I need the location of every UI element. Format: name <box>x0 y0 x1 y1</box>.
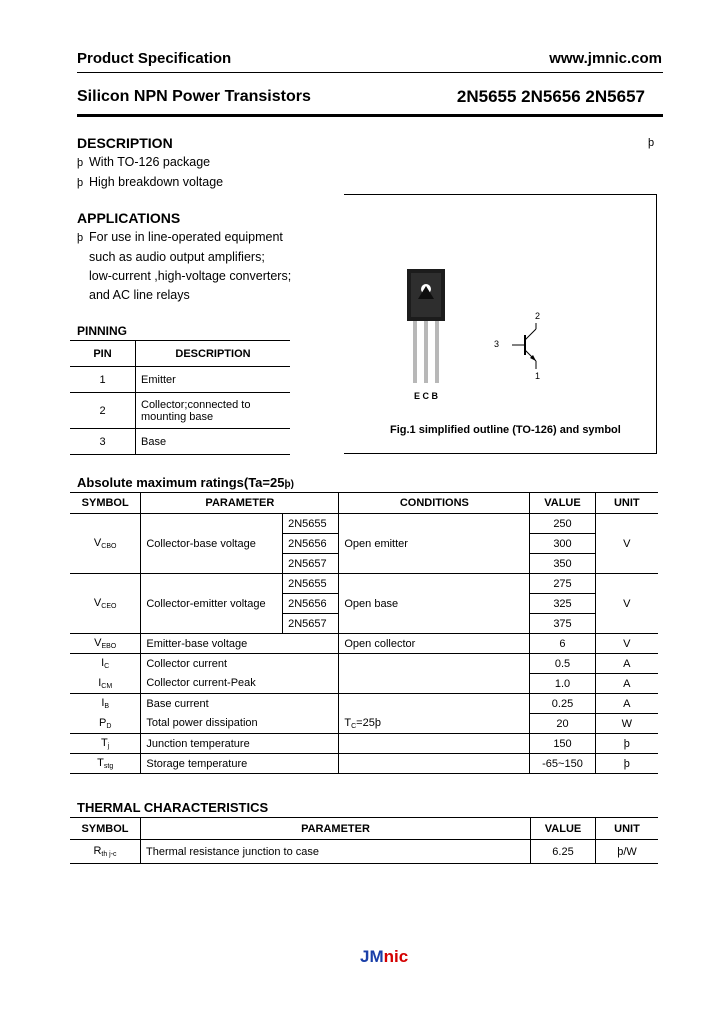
table-row: 3 Base <box>70 429 290 455</box>
page-title: Silicon NPN Power Transistors <box>77 88 311 105</box>
transistor-figure <box>344 195 656 453</box>
table-row: $P_D$ Total power dissipation 20 W <box>70 714 658 734</box>
corner-mark: þ <box>648 137 655 149</box>
applications-text: þ For use in line-operated equipment such as audio output amplifiers; low-current ,high-voltage converters; and AC line relays <box>77 230 292 302</box>
table-row: $I_C$ Collector current 0.5 A <box>70 654 658 674</box>
part-numbers: 2N5655 2N5656 2N5657 <box>456 87 645 106</box>
table-row: $I_B$ Base current $T_C=25þ$ 0.25 A <box>70 694 658 714</box>
abs-max-heading: Absolute maximum ratings(Ta=25þ) <box>77 475 294 490</box>
description-list <box>77 153 223 193</box>
table-row: $V_{EBO}$ Emitter-base voltage Open collector 6 V <box>70 634 658 654</box>
abs-max-table: SYMBOL PARAMETER CONDITIONS VALUE UNIT $V_{CBO}$ Collector-base voltage 2N5655 Open emitter 250 V 2N5656 300 2N5657 350 $V_{CEO}$ Collector-emitter voltage 2N5655 Open base 275 V 2N5656 325 2N5657 375 $V_{EBO}$ Emitter-base voltage Open collector 6 V $I_C$ Collector current 0.5 A $I_{CM}$ Collector current-Peak 1.0 A $I_B$ Base current $T_C=25þ$ 0.25 A $P_D$ Total power dissipation 20 W $T_j$ Junction temperature 150 þ $T_{stg}$ Storage temperature -65~150 þ <box>70 492 658 774</box>
bullet-icon: þ <box>77 232 84 244</box>
symbol-pin-1: 1 <box>535 371 541 381</box>
figure-box <box>344 194 657 454</box>
applications-heading: APPLICATIONS <box>77 210 181 226</box>
pinning-heading: PINNING <box>77 324 128 338</box>
list-item: þ High breakdown voltage <box>77 173 223 193</box>
table-row: $V_{CEO}$ Collector-emitter voltage 2N5655 Open base 275 V <box>70 574 658 594</box>
table-row: $T_j$ Junction temperature 150 þ <box>70 734 658 754</box>
header-rule-thick <box>77 114 663 117</box>
footer-logo: JMnic <box>360 947 409 966</box>
lead-c <box>424 321 428 383</box>
table-row: 2 Collector;connected to mounting base <box>70 393 290 429</box>
list-item: þ With TO-126 package <box>77 153 223 173</box>
lead-b <box>435 321 439 383</box>
thermal-heading: THERMAL CHARACTERISTICS <box>77 800 269 815</box>
description-heading: DESCRIPTION <box>77 135 173 151</box>
table-row: $R_{th j-c}$ Thermal resistance junction to case 6.25 þ/W <box>70 840 658 864</box>
header-left: Product Specification <box>77 50 232 67</box>
table-row: $I_{CM}$ Collector current-Peak 1.0 A <box>70 674 658 694</box>
symbol-pin-3: 3 <box>494 339 500 349</box>
bullet-icon: þ <box>77 157 84 169</box>
symbol-pin-2: 2 <box>535 311 541 321</box>
table-row: $T_{stg}$ Storage temperature -65~150 þ <box>70 754 658 774</box>
bullet-icon: þ <box>77 177 84 189</box>
table-row: 1 Emitter <box>70 367 290 393</box>
thermal-table: SYMBOL PARAMETER VALUE UNIT $R_{th j-c}$ Thermal resistance junction to case 6.25 þ/W <box>70 817 658 864</box>
header-url: www.jmnic.com <box>549 50 662 67</box>
header-rule-thin <box>77 72 663 73</box>
pinning-table: PIN DESCRIPTION 1 Emitter 2 Collector;connected to mounting base 3 Base <box>70 340 290 455</box>
pin-labels: E C B <box>414 391 439 401</box>
symbol-collector <box>525 329 536 340</box>
figure-caption: Fig.1 simplified outline (TO-126) and symbol <box>390 424 621 436</box>
table-row: $V_{CBO}$ Collector-base voltage 2N5655 Open emitter 250 V <box>70 514 658 534</box>
lead-e <box>413 321 417 383</box>
